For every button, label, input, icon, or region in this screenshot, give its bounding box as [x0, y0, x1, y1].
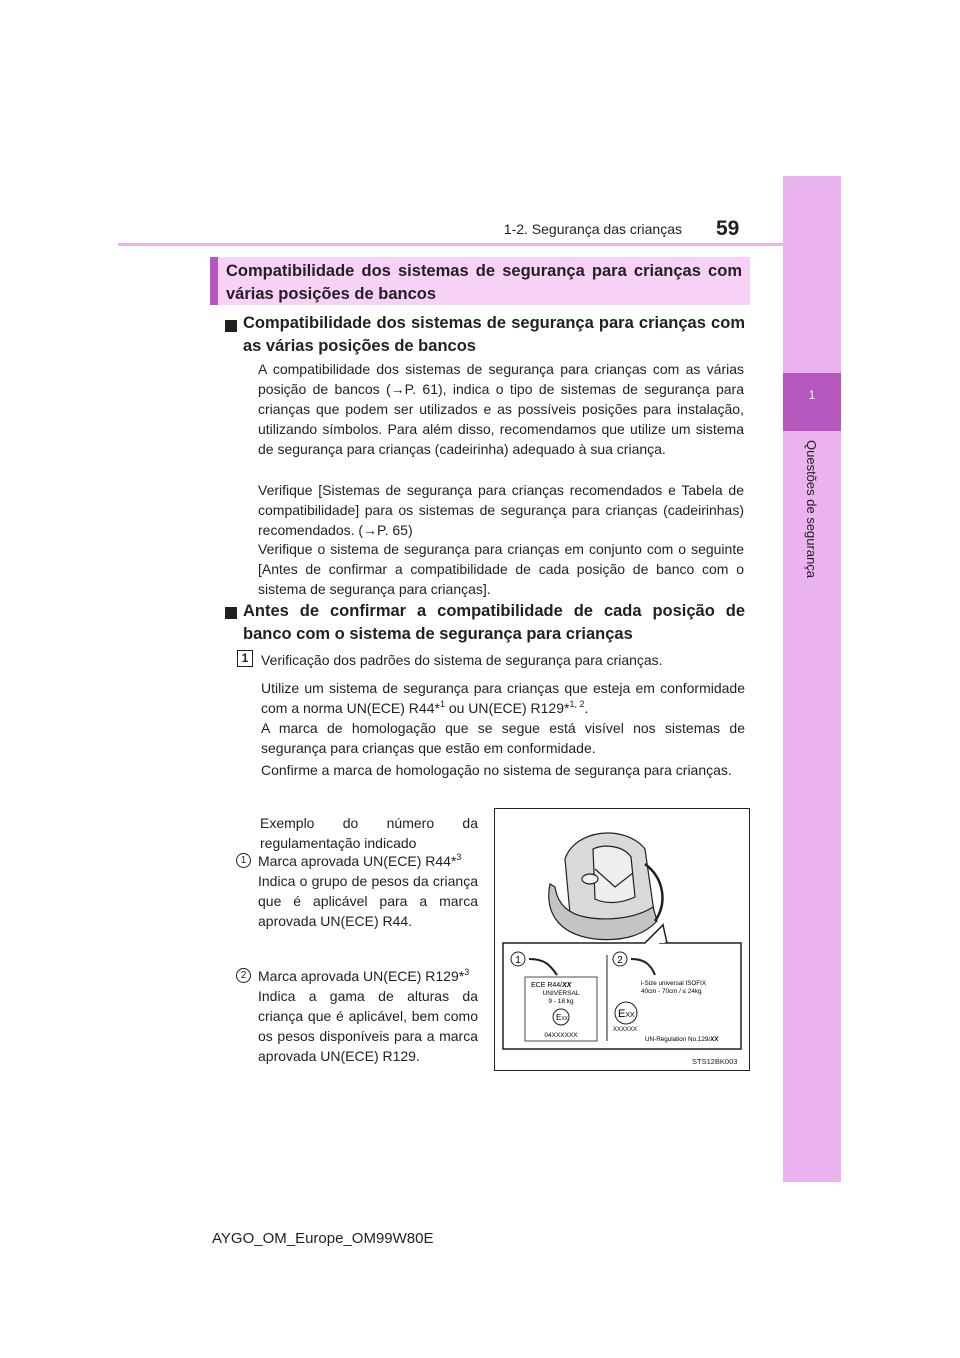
figure-code: STS12BK003	[692, 1057, 738, 1066]
child-seat-icon	[549, 833, 663, 940]
paragraph: Verifique [Sistemas de segurança para crianças recomendados e Tabela de compatibilidade] para os sistemas de segurança para crianças (cadeirinhas) recomendados. (→P. 65)	[258, 482, 744, 538]
item-title: Marca aprovada UN(ECE) R129*	[258, 968, 465, 984]
footnote-ref: 1, 2	[569, 699, 585, 709]
page-number: 59	[716, 217, 740, 240]
r129-e-mark: EXX	[618, 1008, 635, 1020]
figure-label-1: 1	[515, 955, 521, 966]
footnote-ref: 3	[456, 852, 462, 862]
item-description: Indica a gama de alturas da criança que é aplicável, bem como os pesos disponíveis para a marca aprovada UN(ECE) R129.	[258, 988, 478, 1064]
approval-mark-figure	[494, 808, 750, 1071]
chapter-label-text: Questões de segurança	[804, 440, 819, 579]
chapter-tab-active[interactable]	[783, 373, 841, 431]
r44-line3: 9 - 18 kg	[548, 998, 574, 1005]
subheading-before-confirming: Antes de confirmar a compatibilidade de cada posição de banco com o sistema de segurança para crianças	[243, 602, 745, 643]
text-run: ou UN(ECE) R129*	[444, 700, 570, 716]
footnote-ref: 1	[439, 699, 445, 709]
step-number-badge: 1	[237, 650, 253, 667]
text-run: .	[584, 700, 589, 716]
paragraph: Confirme a marca de homologação no sistema de segurança para crianças.	[261, 762, 732, 778]
paragraph: A compatibilidade dos sistemas de segurança para crianças com as várias posição de bancos (→P. 61), indica o tipo de sistemas de segurança para crianças que podem ser utilizados e as possíveis posições para instalação, utilizando símbolos. Para além disso, recomendamos que utilize um sistema de segurança para crianças (cadeirinha) adequado à sua criança.	[258, 361, 744, 457]
footnote-ref: 3	[464, 967, 470, 977]
step-text: Verificação dos padrões do sistema de segurança para crianças.	[261, 652, 663, 668]
header-rule	[118, 243, 783, 246]
chapter-side-tab	[783, 176, 841, 1182]
chapter-label	[803, 440, 823, 600]
section-title: Compatibilidade dos sistemas de segurança para crianças com várias posições de bancos	[226, 262, 742, 303]
list-item	[258, 966, 478, 1066]
list-item	[258, 851, 478, 931]
paragraph: A marca de homologação que se segue está visível nos sistemas de segurança para crianças que estão em conformidade.	[261, 720, 745, 756]
r44-number: 04XXXXXX	[544, 1032, 578, 1039]
running-title: 1-2. Segurança das crianças	[503, 221, 682, 237]
figure-label-2: 2	[617, 955, 623, 966]
paragraph	[261, 678, 745, 718]
r129-line2: 40cm - 70cm / ≤ 24kg	[641, 988, 702, 995]
r44-e-mark: EXX	[556, 1013, 569, 1022]
document-id: AYGO_OM_Europe_OM99W80E	[212, 1230, 434, 1247]
r129-line1: i-Size universal ISOFIX	[641, 980, 707, 987]
r44-line1: ECE R44/XX	[531, 982, 572, 989]
chapter-number: 1	[808, 388, 816, 402]
r129-regulation: UN-Regulation No.129/XX	[645, 1036, 719, 1043]
item-title: Marca aprovada UN(ECE) R44*	[258, 853, 457, 869]
bullet-square	[225, 320, 237, 332]
child-seat-illustration	[495, 809, 749, 1070]
example-lead: Exemplo do número da regulamentação indicado	[260, 815, 478, 851]
text-run: Utilize um sistema de segurança para crianças que esteja em conformidade com a norma UN(ECE) R44*	[261, 680, 745, 716]
item-number-circle: 1	[236, 853, 251, 868]
r44-line2: UNIVERSAL	[542, 990, 580, 997]
paragraph: Verifique o sistema de segurança para crianças em conjunto com o seguinte [Antes de confirmar a compatibilidade de cada posição de banco com o sistema de segurança para crianças].	[258, 541, 744, 597]
item-description: Indica o grupo de pesos da criança que é aplicável para a marca aprovada UN(ECE) R44.	[258, 873, 478, 929]
r129-number: XXXXXX	[613, 1027, 638, 1033]
subheading-compatibility: Compatibilidade dos sistemas de segurança para crianças com as várias posições de bancos	[243, 314, 745, 355]
bullet-square	[225, 607, 237, 619]
item-number-circle: 2	[236, 968, 251, 983]
